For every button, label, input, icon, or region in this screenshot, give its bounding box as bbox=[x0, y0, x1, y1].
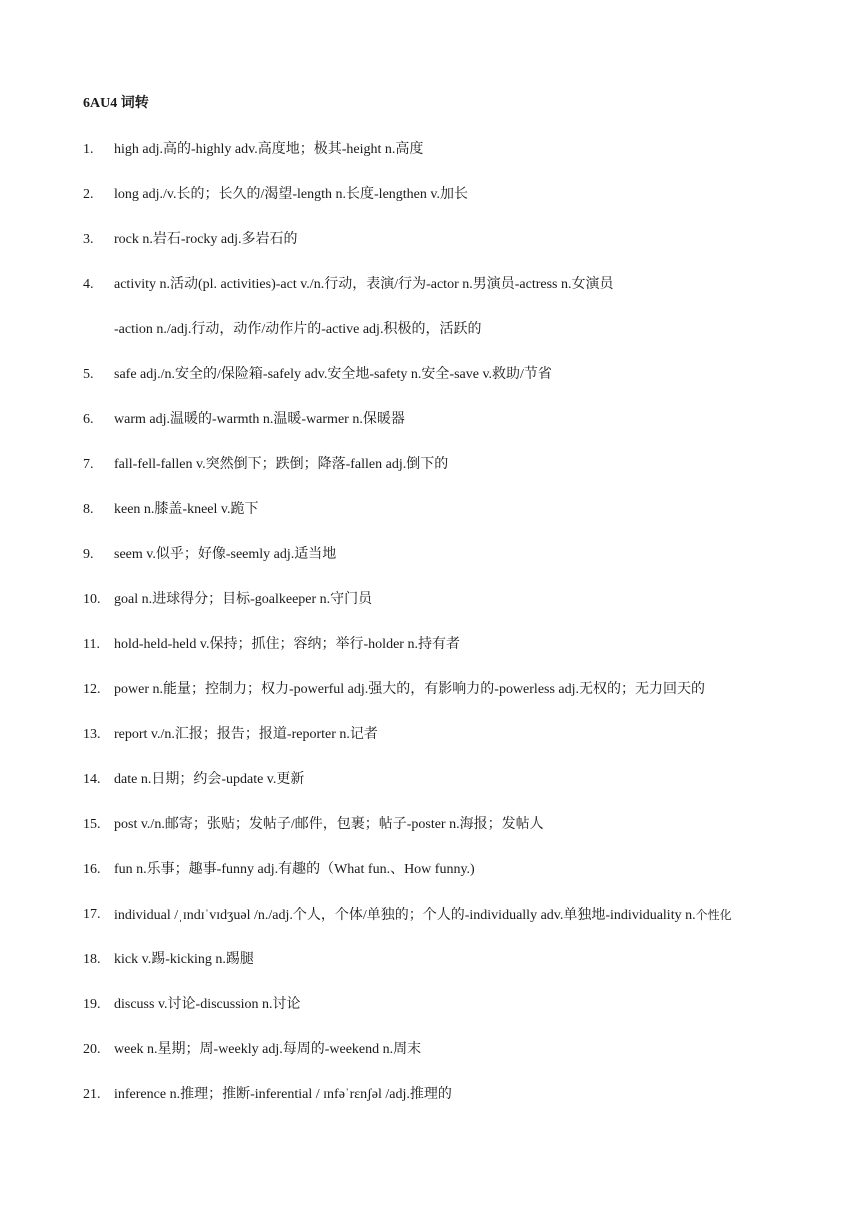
list-item-text-main: keen n.膝盖-kneel v.跪下 bbox=[114, 502, 259, 517]
list-item-text-main: inference n.推理；推断-inferential / ɪnfəˈrɛnʃəl /adj.推理的 bbox=[114, 1087, 452, 1102]
list-item bbox=[0, 230, 860, 275]
list-item-number: 1. bbox=[83, 142, 94, 157]
list-item-text bbox=[114, 680, 705, 700]
list-item bbox=[0, 635, 860, 680]
list-item-text bbox=[114, 230, 298, 250]
list-item bbox=[0, 950, 860, 995]
list-item-text bbox=[114, 860, 475, 880]
list-item-text-main: report v./n.汇报；报告；报道-reporter n.记者 bbox=[114, 727, 378, 742]
list-item-text bbox=[114, 140, 423, 160]
list-item-text bbox=[114, 365, 552, 385]
document-title: 6AU4 词转 bbox=[83, 96, 149, 111]
list-item-number: 18. bbox=[83, 952, 101, 967]
list-item bbox=[0, 680, 860, 725]
list-item bbox=[0, 770, 860, 815]
list-item bbox=[0, 320, 860, 365]
list-item-number: 19. bbox=[83, 997, 101, 1012]
list-item bbox=[0, 590, 860, 635]
list-item-text bbox=[114, 455, 448, 475]
list-item-text-main: fun n.乐事；趣事-funny adj.有趣的（What fun.、How funny.) bbox=[114, 862, 475, 877]
list-item-text bbox=[114, 635, 460, 655]
list-item bbox=[0, 410, 860, 455]
list-item-text-main: week n.星期；周-weekly adj.每周的-weekend n.周末 bbox=[114, 1042, 422, 1057]
list-item bbox=[0, 905, 860, 950]
list-item bbox=[0, 725, 860, 770]
list-item-text-main: activity n.活动(pl. activities)-act v./n.行动，表演/行为-actor n.男演员-actress n.女演员 bbox=[114, 277, 614, 292]
list-item-text bbox=[114, 995, 301, 1015]
list-item bbox=[0, 545, 860, 590]
list-item-text-main: hold-held-held v.保持；抓住；容纳；举行-holder n.持有者 bbox=[114, 637, 460, 652]
list-item-text bbox=[114, 1040, 421, 1060]
list-item-number: 15. bbox=[83, 817, 101, 832]
list-item-text bbox=[114, 500, 259, 520]
list-item-text bbox=[114, 815, 544, 835]
list-item-number: 8. bbox=[83, 502, 94, 517]
list-item bbox=[0, 995, 860, 1040]
list-item bbox=[0, 140, 860, 185]
list-item-number: 13. bbox=[83, 727, 101, 742]
list-item-text-main: seem v.似乎；好像-seemly adj.适当地 bbox=[114, 547, 337, 562]
list-item bbox=[0, 1085, 860, 1130]
list-item-text-tail: 个性化 bbox=[695, 908, 732, 922]
list-item bbox=[0, 500, 860, 545]
list-item bbox=[0, 365, 860, 410]
list-item-text bbox=[114, 320, 481, 340]
list-item-text-main: power n.能量；控制力；权力-powerful adj.强大的，有影响力的-powerless adj.无权的；无力回天的 bbox=[114, 682, 706, 697]
list-item-text bbox=[114, 590, 372, 610]
list-item-text-main: warm adj.温暖的-warmth n.温暖-warmer n.保暖器 bbox=[114, 412, 405, 427]
list-item-number: 7. bbox=[83, 457, 94, 472]
list-item-text-main: post v./n.邮寄；张贴；发帖子/邮件，包裹；帖子-poster n.海报；发帖人 bbox=[114, 817, 544, 832]
list-item-text-main: kick v.踢-kicking n.踢腿 bbox=[114, 952, 254, 967]
list-item-number: 14. bbox=[83, 772, 101, 787]
list-item-number: 6. bbox=[83, 412, 94, 427]
list-item bbox=[0, 275, 860, 320]
list-item-text-main: rock n.岩石-rocky adj.多岩石的 bbox=[114, 232, 298, 247]
list-item-text bbox=[114, 275, 613, 295]
list-item-text-main: long adj./v.长的；长久的/渴望-length n.长度-lengthen v.加长 bbox=[114, 187, 468, 202]
list-item-text bbox=[114, 410, 405, 430]
list-item bbox=[0, 860, 860, 905]
list-item-text bbox=[114, 905, 732, 926]
list-item-text-main: individual /ˌɪndɪˈvɪdʒuəl /n./adj.个人，个体/单独的；个人的-individually adv.单独地-individuality n. bbox=[114, 908, 696, 923]
list-item-text-main: date n.日期；约会-update v.更新 bbox=[114, 772, 305, 787]
list-item bbox=[0, 185, 860, 230]
list-item-text bbox=[114, 770, 304, 790]
list-item-text bbox=[114, 1085, 452, 1105]
list-item bbox=[0, 815, 860, 860]
list-item-number: 3. bbox=[83, 232, 94, 247]
list-item-text-main: -action n./adj.行动，动作/动作片的-active adj.积极的，活跃的 bbox=[114, 322, 482, 337]
list-item-number: 17. bbox=[83, 907, 101, 922]
list-item-text-main: high adj.高的-highly adv.高度地；极其-height n.高度 bbox=[114, 142, 424, 157]
list-item-text-main: fall-fell-fallen v.突然倒下；跌倒；降落-fallen adj.倒下的 bbox=[114, 457, 449, 472]
list-item-text-main: discuss v.讨论-discussion n.讨论 bbox=[114, 997, 301, 1012]
vocabulary-list bbox=[0, 140, 860, 1130]
list-item-number: 2. bbox=[83, 187, 94, 202]
list-item-number: 21. bbox=[83, 1087, 101, 1102]
list-item-number: 20. bbox=[83, 1042, 101, 1057]
list-item bbox=[0, 1040, 860, 1085]
list-item-text bbox=[114, 725, 378, 745]
list-item-number: 12. bbox=[83, 682, 101, 697]
list-item-number: 16. bbox=[83, 862, 101, 877]
list-item-text-main: goal n.进球得分；目标-goalkeeper n.守门员 bbox=[114, 592, 373, 607]
list-item-number: 11. bbox=[83, 637, 100, 652]
list-item-text bbox=[114, 950, 254, 970]
list-item-text-main: safe adj./n.安全的/保险箱-safely adv.安全地-safety n.安全-save v.救助/节省 bbox=[114, 367, 552, 382]
list-item-number: 9. bbox=[83, 547, 94, 562]
list-item bbox=[0, 455, 860, 500]
list-item-number: 5. bbox=[83, 367, 94, 382]
list-item-text bbox=[114, 545, 336, 565]
list-item-number: 10. bbox=[83, 592, 101, 607]
list-item-text bbox=[114, 185, 468, 205]
list-item-number: 4. bbox=[83, 277, 94, 292]
